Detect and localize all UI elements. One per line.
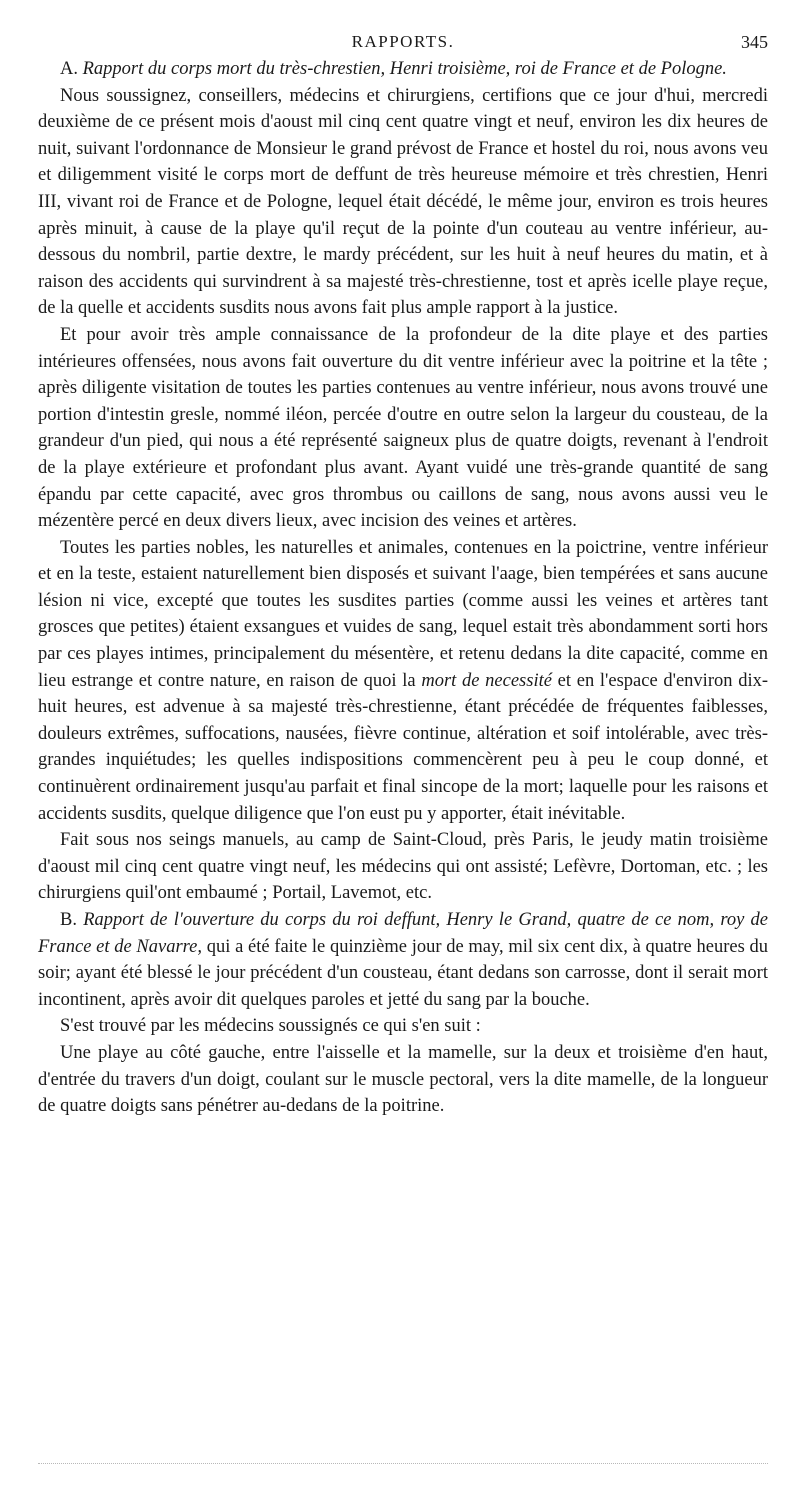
paragraph: Fait sous nos seings manuels, au camp de Saint-Cloud, près Paris, le jeudy matin troisième d'aoust mil cinq cent quatre vingt neuf, les médecins qui ont assisté; Lefèvre, Dortoman, etc. ; les chirurgiens quil'ont embaumé ; Portail, Lavemot, etc.: [38, 830, 768, 904]
section-a-title: Rapport du corps mort du très-chrestien, Henri troisième, roi de France et de Pologne.: [82, 59, 727, 79]
section-b-label: B.: [60, 910, 77, 930]
section-b-heading: [38, 907, 768, 1013]
page-body: [38, 56, 768, 1120]
book-page: [38, 24, 768, 1120]
page-header: [38, 24, 768, 56]
page-number: 345: [741, 32, 768, 52]
paragraph: [38, 535, 768, 828]
footer-rule: [38, 1463, 768, 1464]
section-b-title: Rapport de l'ouverture du corps du roi deffunt, Henry le Grand, quatre de ce nom, roy de France et de Navarre,: [38, 910, 769, 957]
section-a-heading: [38, 56, 768, 83]
paragraph: Nous soussignez, conseillers, médecins et chirurgiens, certifions que ce jour d'hui, mercredi deuxième de ce présent mois d'aoust mil cinq cent quatre vingt et neuf, environ les dix heures de nuit, suivant l'ordonnance de Monsieur le grand prévost de France et hostel du roi, nous avons veu et diligemment visité le corps mort de deffunt de très heureuse mémoire et très chrestien, Henri III, vivant roi de France et de Pologne, lequel était décédé, le même jour, environ es trois heures après minuit, à cause de la playe qu'il reçut de la pointe d'un couteau au ventre inférieur, au-dessous du nombril, partie dextre, le mardy précédent, sur les huit à neuf heures du matin, et à raison des accidents qui survindrent à sa majesté très-chrestienne, tost et après icelle playe reçue, de la quelle et accidents susdits nous avons fait plus ample rapport à la justice.: [38, 85, 768, 319]
section-a-label: A.: [60, 59, 78, 79]
paragraph-text: Toutes les parties nobles, les naturelles et animales, contenues en la poictrine, ventre inférieur et en la teste, estaient naturellement bien disposés et suivant l'aage, bien tempérées et sans aucune lésion ni vice, excepté que toutes les susdites parties (comme aussi les veines et artères tant grosces que petites) étaient exsangues et vuides de sang, lequel estait très abondamment sorti hors par ces playes intimes, principalement du mésentère, et retenu dedans la dite capacité, comme en lieu estrange et contre nature, en raison de quoi la: [38, 537, 768, 691]
paragraph: S'est trouvé par les médecins soussignés ce qui s'en suit :: [60, 1016, 481, 1037]
emphasis-text: mort de necessité: [421, 670, 552, 691]
paragraph-text: et en l'espace d'environ dix-huit heures, est advenue à sa majesté très-chrestienne, étant précédée de fréquentes faiblesses, douleurs extrêmes, suffocations, nausées, fièvre continue, altération et soif intolérable, avec très-grandes inquiétudes; les quelles indispositions commencèrent peu à peu le coup donné, et continuèrent ordinairement jusqu'au parfait et final sincope de la mort; laquelle pour les raisons et accidents susdits, quelque diligence que l'on eust pu y apporter, était inévitable.: [38, 670, 769, 824]
section-b-title-rest: qui a été faite le quinzième jour de may, mil six cent dix, à quatre heures du soir; ayant été blessé le jour précédent d'un cousteau, étant dedans son carrosse, dont il serait mort incontinent, après avoir dit quelques paroles et jetté du sang par la bouche.: [38, 936, 768, 1010]
paragraph: Une playe au côté gauche, entre l'aisselle et la mamelle, sur la deux et troisième d'en haut, d'entrée du travers d'un doigt, coulant sur le muscle pectoral, vers la dite mamelle, de la longueur de quatre doigts sans pénétrer au-dedans de la poitrine.: [38, 1042, 768, 1117]
running-head: RAPPORTS.: [351, 32, 455, 51]
paragraph: Et pour avoir très ample connaissance de la profondeur de la dite playe et des parties intérieures offensées, nous avons fait ouverture du dit ventre inférieur avec la poitrine et la tête ; après diligente visitation de toutes les parties contenues au ventre inférieur, nous avons trouvé une portion d'intestin gresle, nommé iléon, percée d'outre en outre selon la largeur du cousteau, de la grandeur d'un pied, qui nous a été représenté saigneux plus de quatre doigts, revenant à l'endroit de la playe extérieure et profondant plus avant. Ayant vuidé une très-grande quantité de sang épandu par cette capacité, avec gros thrombus ou caillons de sang, nous avons aussi veu le mézentère percé en deux divers lieux, avec incision des veines et artères.: [38, 324, 768, 532]
